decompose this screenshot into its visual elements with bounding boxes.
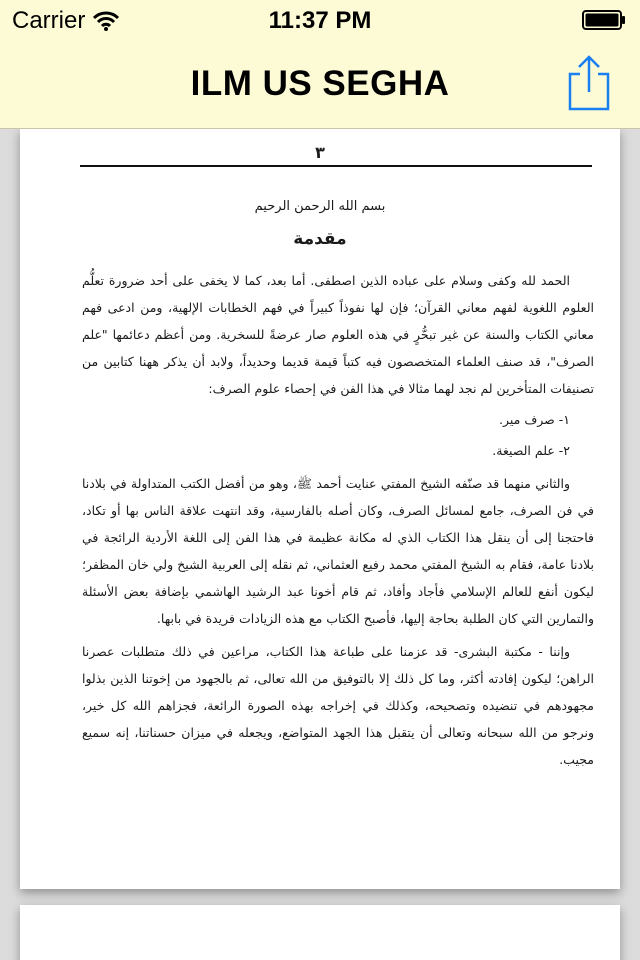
body-text xyxy=(82,267,594,773)
paragraph: الحمد لله وكفى وسلام على عباده الذين اصطفى. أما بعد، كما لا يخفى على أحد ضرورة تعلُّم العلوم اللغوية لفهم معاني القرآن؛ فإن لها نفوذاً كبيراً في فهم الخطابات الإلهية، ومن ادعى فهم معاني الكتاب والسنة عن غير تبحُّرٍ في هذه العلوم صار عرضةً للسخرية. ومن أعظم دعائمها "علم الصرف"، قد صنف العلماء المتخصصون فيه كتباً قيمة قديما وحديداً، ولابد أن يذكر ههنا كتابين من تصنيفات المتأخرين لم نجد لهما مثالا في هذا الفن في إحصاء علوم الصرف: xyxy=(82,273,594,396)
page-number: ٣ xyxy=(315,143,325,162)
nav-title: ILM US SEGHA xyxy=(190,64,450,103)
document-page xyxy=(20,129,620,889)
list-item: ١- صرف مير. xyxy=(499,412,570,427)
document-viewer[interactable] xyxy=(0,129,640,960)
battery-icon xyxy=(582,10,626,30)
status-bar xyxy=(0,0,640,40)
paragraph: والثاني منهما قد صنّفه الشيخ المفتي عنايت أحمد ﷺ، وهو من أفضل الكتب المتداولة في بلادنا في فن الصرف، جامع لمسائل الصرف، وكان أصله بالفارسية، وقد انتهت علاقة الناس بها أو تكاد، فاحتجنا إلى أن ينقل هذا الكتاب الذي له مكانة عظيمة في هذا الفن إلى اللغة الأردية الرائجة في بلادنا عامة، فقام به الشيخ المفتي محمد رفيع العثماني، ثم نقله إلى العربية الشيخ ولي خان المظفر؛ ليكون أنفع للعالم الإسلامي فأجاد وأفاد، ثم قام أخونا عبد الرشيد الهاشمي بإضافة بعض الأسئلة والتمارين التي كان الطلبة بحاجة إليها، فأصبح الكتاب مع هذه الزيادات فريدة في بابها. xyxy=(82,476,594,626)
next-document-page xyxy=(20,905,620,960)
status-time: 11:37 PM xyxy=(268,7,372,34)
share-icon[interactable] xyxy=(566,54,612,112)
list-item: ٢- علم الصيغة. xyxy=(492,443,570,458)
basmala: بسم الله الرحمن الرحيم xyxy=(254,199,386,214)
carrier-label: Carrier xyxy=(12,7,86,34)
navigation-bar xyxy=(0,40,640,129)
page-heading: مقدمة xyxy=(293,229,347,249)
paragraph: وإننا - مكتبة البشرى- قد عزمنا على طباعة هذا الكتاب، مراعين في ذلك متطلبات عصرنا الراهن؛ ليكون إفادته أكثر، وما كل ذلك إلا بالتوفيق من الله تعالى، ثم بالجهود من إخوتنا الذين بذلوا مجهودهم في تنضيده وتصحيحه، وكذلك في إخراجه بهذه الصورة الرائعة، فجزاهم الله كل خير، ونرجو من الله سبحانه وتعالى أن يتقبل هذا الجهد المتواضع، ويجعله في ميزان حسناتنا، إنه سميع مجيب. xyxy=(82,644,594,767)
header-rule xyxy=(80,165,592,167)
